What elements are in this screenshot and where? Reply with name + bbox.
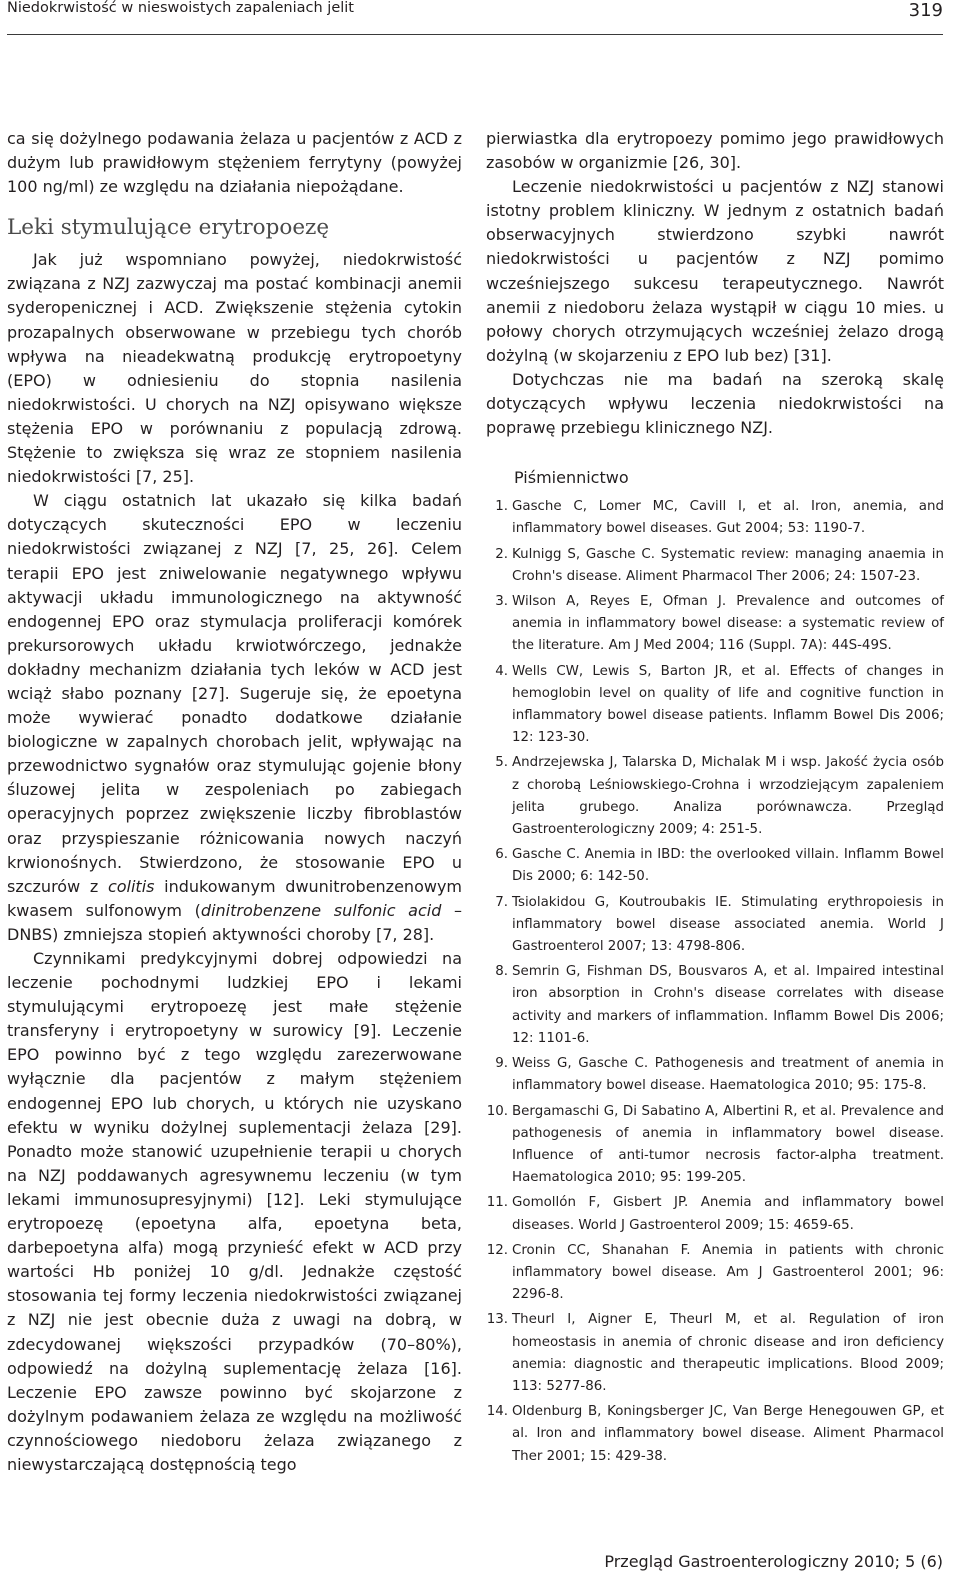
reference-item [486, 844, 944, 888]
paragraph-2-part-c: – DNBS) zmniejsza stopień aktywności choroby [7, 28]. [7, 900, 463, 944]
reference-number: 8. [495, 964, 508, 980]
paragraph-2-part-a: W ciągu ostatnich lat ukazało się kilka badań dotyczących skuteczności EPO w leczeniu niedokrwistości związanej z NZJ [7, 25, 26]. Celem terapii EPO jest zniwelowanie negatywnego wpływu aktywacji układu immunologicznego na aktywność endogennej EPO oraz stymulacja proliferacji komórek prekursorowych układu krwiotwórczego, jednakże dokładny mechanizm działania tych leków w ACD jest wciąż słabo poznany [27]. Sugeruje się, że epoetyna może wywierać ponadto dodatkowe działanie biologiczne w zapalnych chorobach jelit, wpływając na przewodnictwo sygnałów oraz stymulując gojenie błony śluzowej jelita w zespoleniach po zabiegach operacyjnych poprzez zwiększenie liczby fibroblastów oraz przyspieszanie różnicowania nowych naczyń krwionośnych. Stwierdzono, że stosowanie EPO u szczurów z [7, 491, 462, 896]
reference-text: Gomollón F, Gisbert JP. Anemia and inflammatory bowel diseases. World J Gastroenterol 2009; 15: 4659-65. [512, 1195, 944, 1233]
paragraph-r1: Leczenie niedokrwistości u pacjentów z NZJ stanowi istotny problem kliniczny. W jednym z ostatnich badań obserwacyjnych stwierdzono szybki nawrót niedokrwistości u pacjentów z NZJ pomimo wcześniejszego sukcesu terapeutycznego. Nawrót anemii z niedoboru żelaza wystąpił w ciągu 10 mies. u połowy chorych otrzymujących wcześniej żelazo drogą dożylną (w skojarzeniu z EPO lub bez) [31]. [486, 177, 944, 365]
reference-number: 1. [495, 499, 508, 515]
reference-number: 12. [486, 1242, 508, 1258]
paragraph-3: Czynnikami predykcyjnymi dobrej odpowiedzi na leczenie pochodnymi ludzkiej EPO i lekami stymulującymi erytropoezę jest małe stężenie transferyny i erytropoetyny w surowicy [9]. Leczenie EPO powinno być z tego względu zarezerwowane wyłącznie dla pacjentów z małym stężeniem endogennej EPO lub chorych, u których nie uzyskano efektu w wyniku dożylnej suplementacji żelaza [29]. Ponadto może stanowić uzupełnienie terapii u chorych na NZJ poddawanych agresywnemu leczeniu (w tym lekami immunosupresyjnymi) [12]. Leki stymulujące erytropoezę (epoetyna alfa, epoetyna beta, darbepoetyna alfa) mogą przynieść efekt w ACD przy wartości Hb poniżej 10 g/dl. Jednakże częstość stosowania tej formy leczenia niedokrwistości związanej z NZJ nie jest obecnie duża z uwagi na dobrą, w zdecydowanej większości przypadków (70–80%), odpowiedź na dożylną suplementację żelaza [16]. Leczenie EPO zawsze powinno być skojarzone z dożylnym podawaniem żelaza ze względu na możliwość czynnościowego niedoboru żelaza związanego z niewystarczającą dostępnością tego [7, 949, 462, 1474]
running-title: Niedokrwistość w nieswoistych zapaleniach jelit [7, 0, 354, 16]
left-column [7, 127, 462, 1477]
journal-footer: Przegląd Gastroenterologiczny 2010; 5 (6) [604, 1552, 943, 1571]
reference-item [486, 1309, 944, 1398]
reference-text: Weiss G, Gasche C. Pathogenesis and treatment of anemia in inflammatory bowel disease. Haematologica 2010; 95: 175-8. [512, 1056, 944, 1094]
reference-number: 9. [495, 1056, 508, 1072]
paragraph-2-part-b: indukowanym dwunitrobenzenowym kwasem sulfonowym ( [7, 876, 462, 920]
reference-number: 6. [495, 847, 508, 863]
reference-number: 4. [495, 663, 508, 679]
reference-number: 2. [495, 546, 508, 562]
reference-text: Semrin G, Fishman DS, Bousvaros A, et al. Impaired intestinal iron absorption in Crohn's disease correlates with disease activity and markers of inflammation. Inflamm Bowel Dis 2006; 12: 1101-6. [512, 964, 944, 1046]
running-header [7, 0, 943, 35]
reference-text: Theurl I, Aigner E, Theurl M, et al. Regulation of iron homeostasis in anemia of chronic disease and iron deficiency anemia: diagnostic and therapeutic implications. Blood 2009; 113: 5277-86. [512, 1312, 944, 1394]
reference-number: 14. [486, 1404, 508, 1420]
term-dnbs: dinitrobenzene sulfonic acid [200, 900, 442, 920]
right-column [486, 127, 944, 1471]
reference-item [486, 752, 944, 841]
reference-item [486, 1053, 944, 1097]
reference-text: Oldenburg B, Koningsberger JC, Van Berge Henegouwen GP, et al. Iron and inflammatory bowel disease. Aliment Pharmacol Ther 2001; 15: 429-38. [512, 1404, 944, 1464]
reference-number: 7. [495, 894, 508, 910]
paragraph-1: Jak już wspomniano powyżej, niedokrwistość związana z NZJ zazwyczaj ma postać kombinacji anemii syderopenicznej i ACD. Zwiększenie stężenia cytokin prozapalnych obserwowane w przebiegu tych chorób wpływa na nieadekwatną produkcję erytropoetyny (EPO) w odniesieniu do stopnia nasilenia niedokrwistości. U chorych na NZJ opisywano większe stężenia EPO w porównaniu z populacją zdrową. Stężenie to zwiększa się wraz ze stopniem nasilenia niedokrwistości [7, 25]. [7, 250, 462, 487]
reference-text: Wilson A, Reyes E, Ofman J. Prevalence and outcomes of anemia in inflammatory bowel disease: a systematic review of the literature. Am J Med 2004; 116 (Suppl. 7A): 44S-49S. [512, 594, 944, 654]
section-heading: Leki stymulujące erytropoezę [7, 215, 330, 241]
reference-number: 3. [495, 594, 508, 610]
reference-text: Gasche C, Lomer MC, Cavill I, et al. Iron, anemia, and inflammatory bowel diseases. Gut 2004; 53: 1190-7. [512, 499, 944, 537]
paragraph-r2: Dotychczas nie ma badań na szeroką skalę dotyczących wpływu leczenia niedokrwistości na poprawę przebiegu klinicznego NZJ. [486, 369, 944, 438]
reference-number: 10. [486, 1103, 508, 1119]
reference-item [486, 544, 944, 588]
reference-item [486, 1101, 944, 1190]
reference-text: Kulnigg S, Gasche C. Systematic review: managing anaemia in Crohn's disease. Aliment Pharmacol Ther 2006; 24: 1507-23. [512, 546, 944, 584]
page-number: 319 [908, 0, 943, 21]
reference-item [486, 1401, 944, 1468]
reference-text: Cronin CC, Shanahan F. Anemia in patients with chronic inflammatory bowel disease. Am J Gastroenterol 2001; 96: 2296-8. [512, 1242, 944, 1303]
reference-number: 13. [486, 1312, 508, 1328]
paragraph-intro-continued: ca się dożylnego podawania żelaza u pacjentów z ACD z dużym lub prawidłowym stężeniem ferrytyny (powyżej 100 ng/ml) ze względu na działania niepożądane. [7, 129, 462, 197]
reference-text: Wells CW, Lewis S, Barton JR, et al. Effects of changes in hemoglobin level on quality of life and cognitive function in inflammatory bowel disease patients. Inflamm Bowel Dis 2006; 12: 123-30. [512, 663, 944, 746]
paragraph-continued: pierwiastka dla erytropoezy pomimo jego prawidłowych zasobów w organizmie [26, 30]. [486, 129, 944, 173]
reference-text: Gasche C. Anemia in IBD: the overlooked villain. Inflamm Bowel Dis 2000; 6: 142-50. [512, 847, 944, 885]
reference-text: Andrzejewska J, Talarska D, Michalak M i wsp. Jakość życia osób z chorobą Leśniowskiego-Crohna i wrzodziejącym zapaleniem jelita grubego. Analiza porównawcza. Przegląd Gastroenterologiczny 2009; 4: 251-5. [512, 755, 944, 838]
reference-item [486, 591, 944, 658]
reference-list [486, 496, 944, 1468]
reference-item [486, 1192, 944, 1236]
reference-item [486, 1240, 944, 1307]
reference-item [486, 961, 944, 1050]
term-colitis: colitis [107, 876, 155, 896]
reference-number: 11. [486, 1195, 508, 1211]
reference-item [486, 496, 944, 540]
reference-text: Bergamaschi G, Di Sabatino A, Albertini R, et al. Prevalence and pathogenesis of anemia in inflammatory bowel disease. Influence of anti-tumor necrosis factor-alpha treatment. Haematologica 2010; 95: 199-205. [512, 1103, 944, 1186]
reference-number: 5. [495, 755, 508, 771]
paragraph-2 [7, 489, 462, 947]
reference-text: Tsiolakidou G, Koutroubakis IE. Stimulating erythropoiesis in inflammatory bowel disease associated anemia. World J Gastroenterol 2007; 13: 4798-806. [512, 894, 944, 955]
reference-item [486, 892, 944, 959]
references-heading: Piśmiennictwo [514, 468, 629, 488]
reference-item [486, 661, 944, 750]
